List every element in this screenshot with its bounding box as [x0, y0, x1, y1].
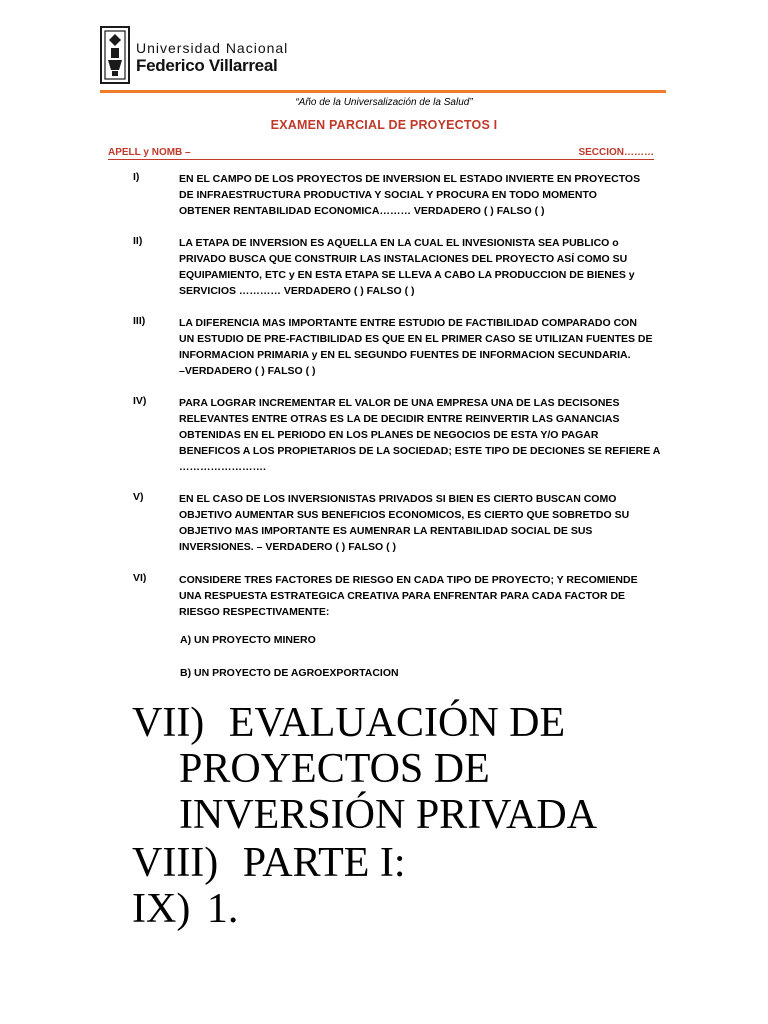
question-number: I) [133, 171, 140, 183]
sub-item-b: B) UN PROYECTO DE AGROEXPORTACION [180, 667, 399, 679]
question-line: UNA RESPUESTA ESTRATEGICA CREATIVA PARA ENFRENTAR PARA CADA FACTOR DE [179, 590, 626, 602]
question-line: OBJETIVO AUMENTAR SUS BENEFICIOS ECONOMICOS, ES CIERTO QUE SOBRETDO SU [179, 509, 630, 521]
question-line: INVERSIONES. – VERDADERO ( ) FALSO ( ) [179, 541, 397, 553]
heading-vii-line2: PROYECTOS DE [179, 746, 490, 792]
question-line: SERVICIOS ………… VERDADERO ( ) FALSO ( ) [179, 285, 415, 297]
heading-number: IX) [132, 886, 191, 932]
university-name-line2: Federico Villarreal [136, 56, 278, 75]
question-text [179, 491, 665, 555]
question-number: IV) [133, 395, 147, 407]
question-line: RELEVANTES ENTRE OTRAS ES LA DE DECIDIR ENTRE REINVERTIR LAS GANANCIAS [179, 413, 620, 425]
question-number: V) [133, 491, 144, 503]
heading-number: VII) [132, 700, 205, 746]
question-line: OBTENER RENTABILIDAD ECONOMICA……… VERDADERO ( ) FALSO ( ) [179, 205, 545, 217]
question-text [179, 572, 665, 620]
question-line: ……………………. [179, 461, 266, 473]
question-line: RIESGO RESPECTIVAMENTE: [179, 606, 330, 618]
exam-title: EXAMEN PARCIAL DE PROYECTOS I [270, 118, 498, 132]
question-line: PRIVADO BUSCA QUE CONSTRUIR LAS INSTALACIONES DEL PROYECTO ASÍ COMO SU [179, 253, 628, 265]
header-divider [100, 90, 666, 93]
question-line: PARA LOGRAR INCREMENTAR EL VALOR DE UNA EMPRESA UNA DE LAS DECISONES [179, 397, 620, 409]
name-label: APELL y NOMB – [108, 147, 191, 158]
heading-vii [132, 700, 565, 746]
student-info-line [108, 147, 654, 160]
heading-text: PARTE I: [242, 840, 406, 886]
question-line: CONSIDERE TRES FACTORES DE RIESGO EN CADA TIPO DE PROYECTO; Y RECOMIENDE [179, 574, 638, 586]
question-line: EN EL CAMPO DE LOS PROYECTOS DE INVERSION EL ESTADO INVIERTE EN PROYECTOS [179, 173, 641, 185]
question-line: LA ETAPA DE INVERSION ES AQUELLA EN LA CUAL EL INVESIONISTA SEA PUBLICO o [179, 237, 619, 249]
question-line: DE INFRAESTRUCTURA PRODUCTIVA Y SOCIAL Y PROCURA EN TODO MOMENTO [179, 189, 597, 201]
heading-text: 1. [206, 886, 239, 932]
question-line: BENEFICOS A LOS PROPIETARIOS DE LA SOCIEDAD; ESTE TIPO DE DECIONES SE REFIERE A [179, 445, 661, 457]
question-text [179, 315, 665, 379]
university-logo [100, 26, 289, 84]
question-text [179, 395, 665, 475]
question-line: OBJETIVO MAS IMPORTANTE ES AUMENRAR LA RENTABILIDAD SOCIAL DE SUS [179, 525, 593, 537]
heading-vii-line3: INVERSIÓN PRIVADA [179, 792, 598, 838]
question-line: OBTENIDAS EN EL PERIODO EN LOS PLANES DE NEGOCIOS DE ESTA Y/O PAGAR [179, 429, 599, 441]
university-seal-icon [100, 26, 130, 84]
heading-viii [132, 840, 406, 886]
heading-number: VIII) [132, 840, 219, 886]
heading-text: EVALUACIÓN DE [228, 700, 566, 746]
question-number: VI) [133, 572, 147, 584]
sub-item-a: A) UN PROYECTO MINERO [180, 634, 316, 646]
section-label: SECCION……… [578, 147, 654, 158]
heading-ix [132, 886, 238, 932]
question-line: EQUIPAMIENTO, ETC y EN ESTA ETAPA SE LLEVA A CABO LA PRODUCCION DE BIENES y [179, 269, 635, 281]
question-line: EN EL CASO DE LOS INVERSIONISTAS PRIVADOS SI BIEN ES CIERTO BUSCAN COMO [179, 493, 617, 505]
university-name-line1: Universidad Nacional [136, 40, 289, 56]
year-motto: “Año de la Universalización de la Salud” [295, 97, 473, 108]
question-number: III) [133, 315, 146, 327]
question-line: LA DIFERENCIA MAS IMPORTANTE ENTRE ESTUDIO DE FACTIBILIDAD COMPARADO CON [179, 317, 637, 329]
question-line: –VERDADERO ( ) FALSO ( ) [179, 365, 316, 377]
question-line: UN ESTUDIO DE PRE-FACTIBILIDAD ES QUE EN EL PRIMER CASO SE UTILIZAN FUENTES DE [179, 333, 653, 345]
question-text [179, 171, 665, 219]
question-text [179, 235, 665, 299]
question-line: INFORMACION PRIMARIA y EN EL SEGUNDO FUENTES DE INFORMACION SECUNDARIA. [179, 349, 631, 361]
question-number: II) [133, 235, 143, 247]
